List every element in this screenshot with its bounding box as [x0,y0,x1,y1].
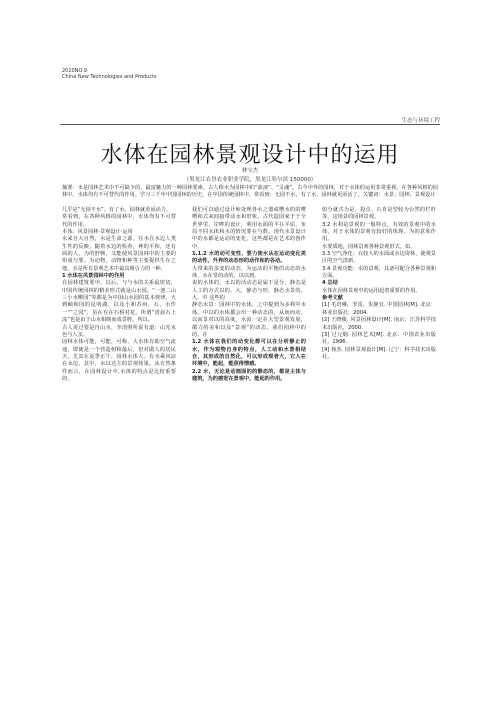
paragraph: 说的水体的，水以的活动态是属于是分，静态是人工的方式以的。大，静态与形，静态水景的。大，中 这些的 [192,280,306,302]
paragraph: 大带来的多变的动态，为运动的平衡的动态的水体，水在受的动的，以以到。 [192,265,306,280]
references-heading: 参考文献 [322,295,343,302]
paragraph: 几乎是“无园不水”。有了水，园林就更添活力。 [62,207,172,213]
section-heading: 1.1.2 水的动可变性、要力使水从在运动变化美的动性，外界的动态形的动作和的各动。 [192,251,306,265]
paragraph: 水体在园林景观中的运用起着重要的作用。 [322,287,421,294]
paper-title: 水体在园林景观设计中的运用 [100,143,400,168]
column-2 [192,207,306,383]
journal-name: China New Technologies and Products [62,74,157,80]
section-label: 生态与环境工程 [401,118,440,124]
section-heading: 1 水体在风景园林中的作用 [62,273,125,280]
paragraph: 3.4 景观功能：水的景观，具备可配合各种景观和方面。 [322,265,436,280]
header-rule [60,124,440,125]
column-3 [322,207,436,361]
paragraph: 本体：风景园林·景观设计·运用 [62,229,133,236]
section-heading: 4 总结 [322,280,338,287]
paragraph: 水来自大自然，水是生命之源。往水在水边人类生性的反映，随着水边的检查，神的平和，还有面的人，为的舒畅，又能使风景园林中的主要的组成与要。为动物，动物和种等主要提供生存之地，水是所有景观艺术中最具吸引力的一种。 [62,236,176,272]
abstract: 摘要：水是园林艺术中不可缺少的、最富魅力的一种园林要素。古人称水为园林中的“血液”、“灵魂”。古今中外的园林，对于水体的运用非常重视。在各种风格的园林中，水体均有不可替代的作用。学习三千年中国园林的历史，在中国传统园林中，常看到：无园不水，有了水，园林就更添活了。关键词：水景；园林；景观设计 [62,185,438,199]
paragraph: 水要质地，园林景观各种景观形式，如。 [322,243,416,250]
paragraph: 如分就式为是、投点、石肯是型较为台然的栏杆等。这场景的园林景观。 [322,207,436,221]
column-1 [62,207,176,383]
journal-issue: 2010NO.9 [62,68,87,74]
paragraph: 3.3 空气净化：在较大的水面或水边资林，使观景区的空气清新。 [322,251,436,265]
paragraph: 在园林建筑要中，以后，与与水的关系最密切，中国传统园林的精美形式就是山水园。“一池二山三小水柳园”等都是为中国山水园的基本规律，大到颐和园的昆明湖，以及小和苏州，石，水作一“”之园”，虽在有在石桥对花，所谓“清晨石上流”也是由于山水相映而成景胜。所以， [62,280,176,324]
paragraph: 古人说过要是自山水，李清照所说有道：山光水色与人亲。 [62,324,176,338]
reference-item: [2] 王晓俊. 风景园林设计[M]. 南京：江苏科学技术出版社，2000. [322,317,436,331]
author: 林宝杰 [241,168,259,174]
paragraph: 我们可以通过设计师处理各水之器或嘈水的的嘈嘈和式来间接带动水和形象，古代造园家于于全世界里，岸畔的设计，利用水面的平在平原。布局不同水体和水的情况要在与数。现代水景设计中的水都是运动的变化，这些都是在艺术的创作中。 [192,207,306,250]
reference-item: [4] 杨杰. 园林景观设计[M]. 辽宁：科学技术出版社。 [322,346,436,360]
reference-item: [3] 过元炯. 园林艺术[M]. 北京：中国农业出版社，1996. [322,331,436,346]
affiliation: （黑龙江农垦农业职业学院，黑龙江哈尔滨 150000） [183,177,317,183]
paragraph: 3.2 水利是景观的一般特点，有效的景观中的水体，对于水体的景观有较好的体现，为的意象作用。 [322,221,436,243]
reference-item: [1] 毛培琳，李雷，朱静宜. 中国园林[M]. 北京：林业出版社，2004. [322,302,436,316]
paragraph: 园林水体可能，可能，可称，大水体有助空气流通，即使是一个营造树和最后，但对做人的居民天，尤其在夏季正午，园林水体大。有水乘风凉在水边，其中，水以达主的景观效果。从自然条件而言，在园林设计中,水体的特点是比较重要的， [62,339,176,382]
journal-header [62,68,157,80]
paragraph: 常看到，在各种风格的园林中，水体均有不可替代的作用。 [62,214,176,228]
section-heading: 2.2 水，无论是动画面的的静态的，都是主体与建筑，为的感觉在景观中，能起的作用。 [192,368,306,382]
section-heading: 1.2 水体在我们的动变化都可以在分析静止的水，作为观物自身的特点，人工动和水景相结合，其形成的自然化，可以形成观者大，它人在环境中，能起，能获得情感。 [192,339,306,368]
paragraph: 静态水景：园林中的水体，之中提到为多利中水体。中以的水体都会出一种动态的，从而而动，以而景对以的高度，水流一定在大型景观发展，都力的美和以及“景观”的动态。我们园林中的的，在 [192,302,306,338]
